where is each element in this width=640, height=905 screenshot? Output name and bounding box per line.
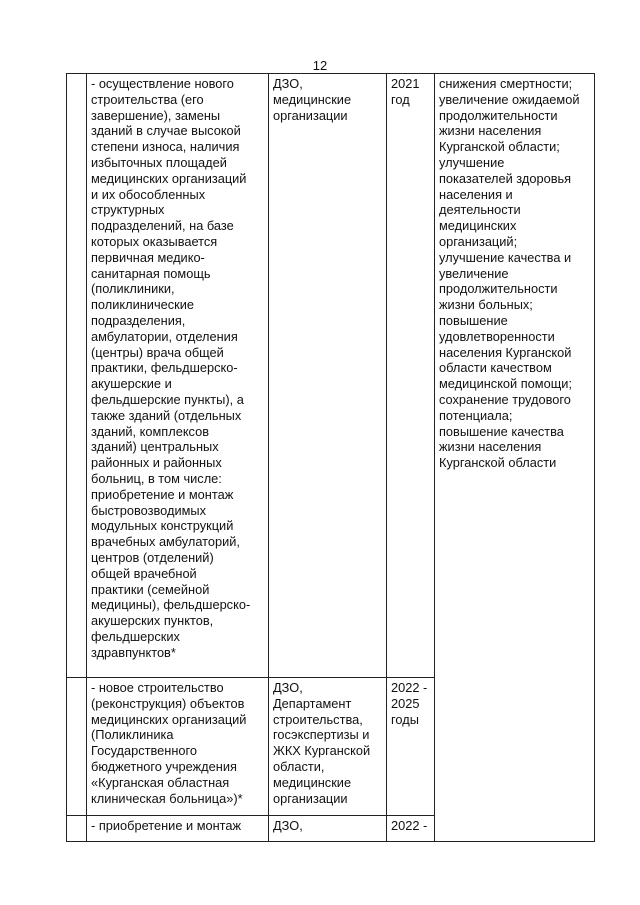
row-number-cell (67, 678, 87, 816)
term-cell: 2022 - 2025 годы (387, 678, 435, 816)
activity-cell: - новое строительство (реконструкция) объектов медицинских организаций (Поликлиника Государственного бюджетного учреждения «Курганская областная клиническая больница»)* (87, 678, 269, 816)
term-cell: 2021 год (387, 74, 435, 678)
expected-result-cell: снижения смертности; увеличение ожидаемой продолжительности жизни населения Курганской области; улучшение показателей здоровья населения и деятельности медицинских организаций; улучшение качества и увеличение продолжительности жизни больных; повышение удовлетворенности населения Курганской области качеством медицинской помощи; сохранение трудового потенциала; повышение качества жизни населения Курганской области (435, 74, 595, 842)
row-number-cell (67, 74, 87, 678)
activity-cell: - осуществление нового строительства (его завершение), замены зданий в случае высокой степени износа, наличия избыточных площадей медицинских организаций и их обособленных структурных подразделений, на базе которых оказывается первичная медико- санитарная помощь (поликлиники, поликлинические подразделения, амбулатории, отделения (центры) врача общей практики, фельдшерско- акушерские и фельдшерские пункты), а также зданий (отдельных зданий, комплексов зданий) центральных районных и районных больниц, в том числе: приобретение и монтаж быстровозводимых модульных конструкций врачебных амбулаторий, центров (отделений) общей врачебной практики (семейной медицины), фельдшерско- акушерских пунктов, фельдшерских здравпунктов* (87, 74, 269, 678)
activity-cell: - приобретение и монтаж (87, 816, 269, 842)
executor-cell: ДЗО, (269, 816, 387, 842)
table-row (67, 74, 595, 678)
executor-cell: ДЗО, Департамент строительства, госэкспертизы и ЖКХ Курганской области, медицинские организации (269, 678, 387, 816)
activities-table (66, 73, 595, 842)
page-number: 12 (312, 58, 328, 73)
term-cell: 2022 - (387, 816, 435, 842)
executor-cell: ДЗО, медицинские организации (269, 74, 387, 678)
row-number-cell (67, 816, 87, 842)
